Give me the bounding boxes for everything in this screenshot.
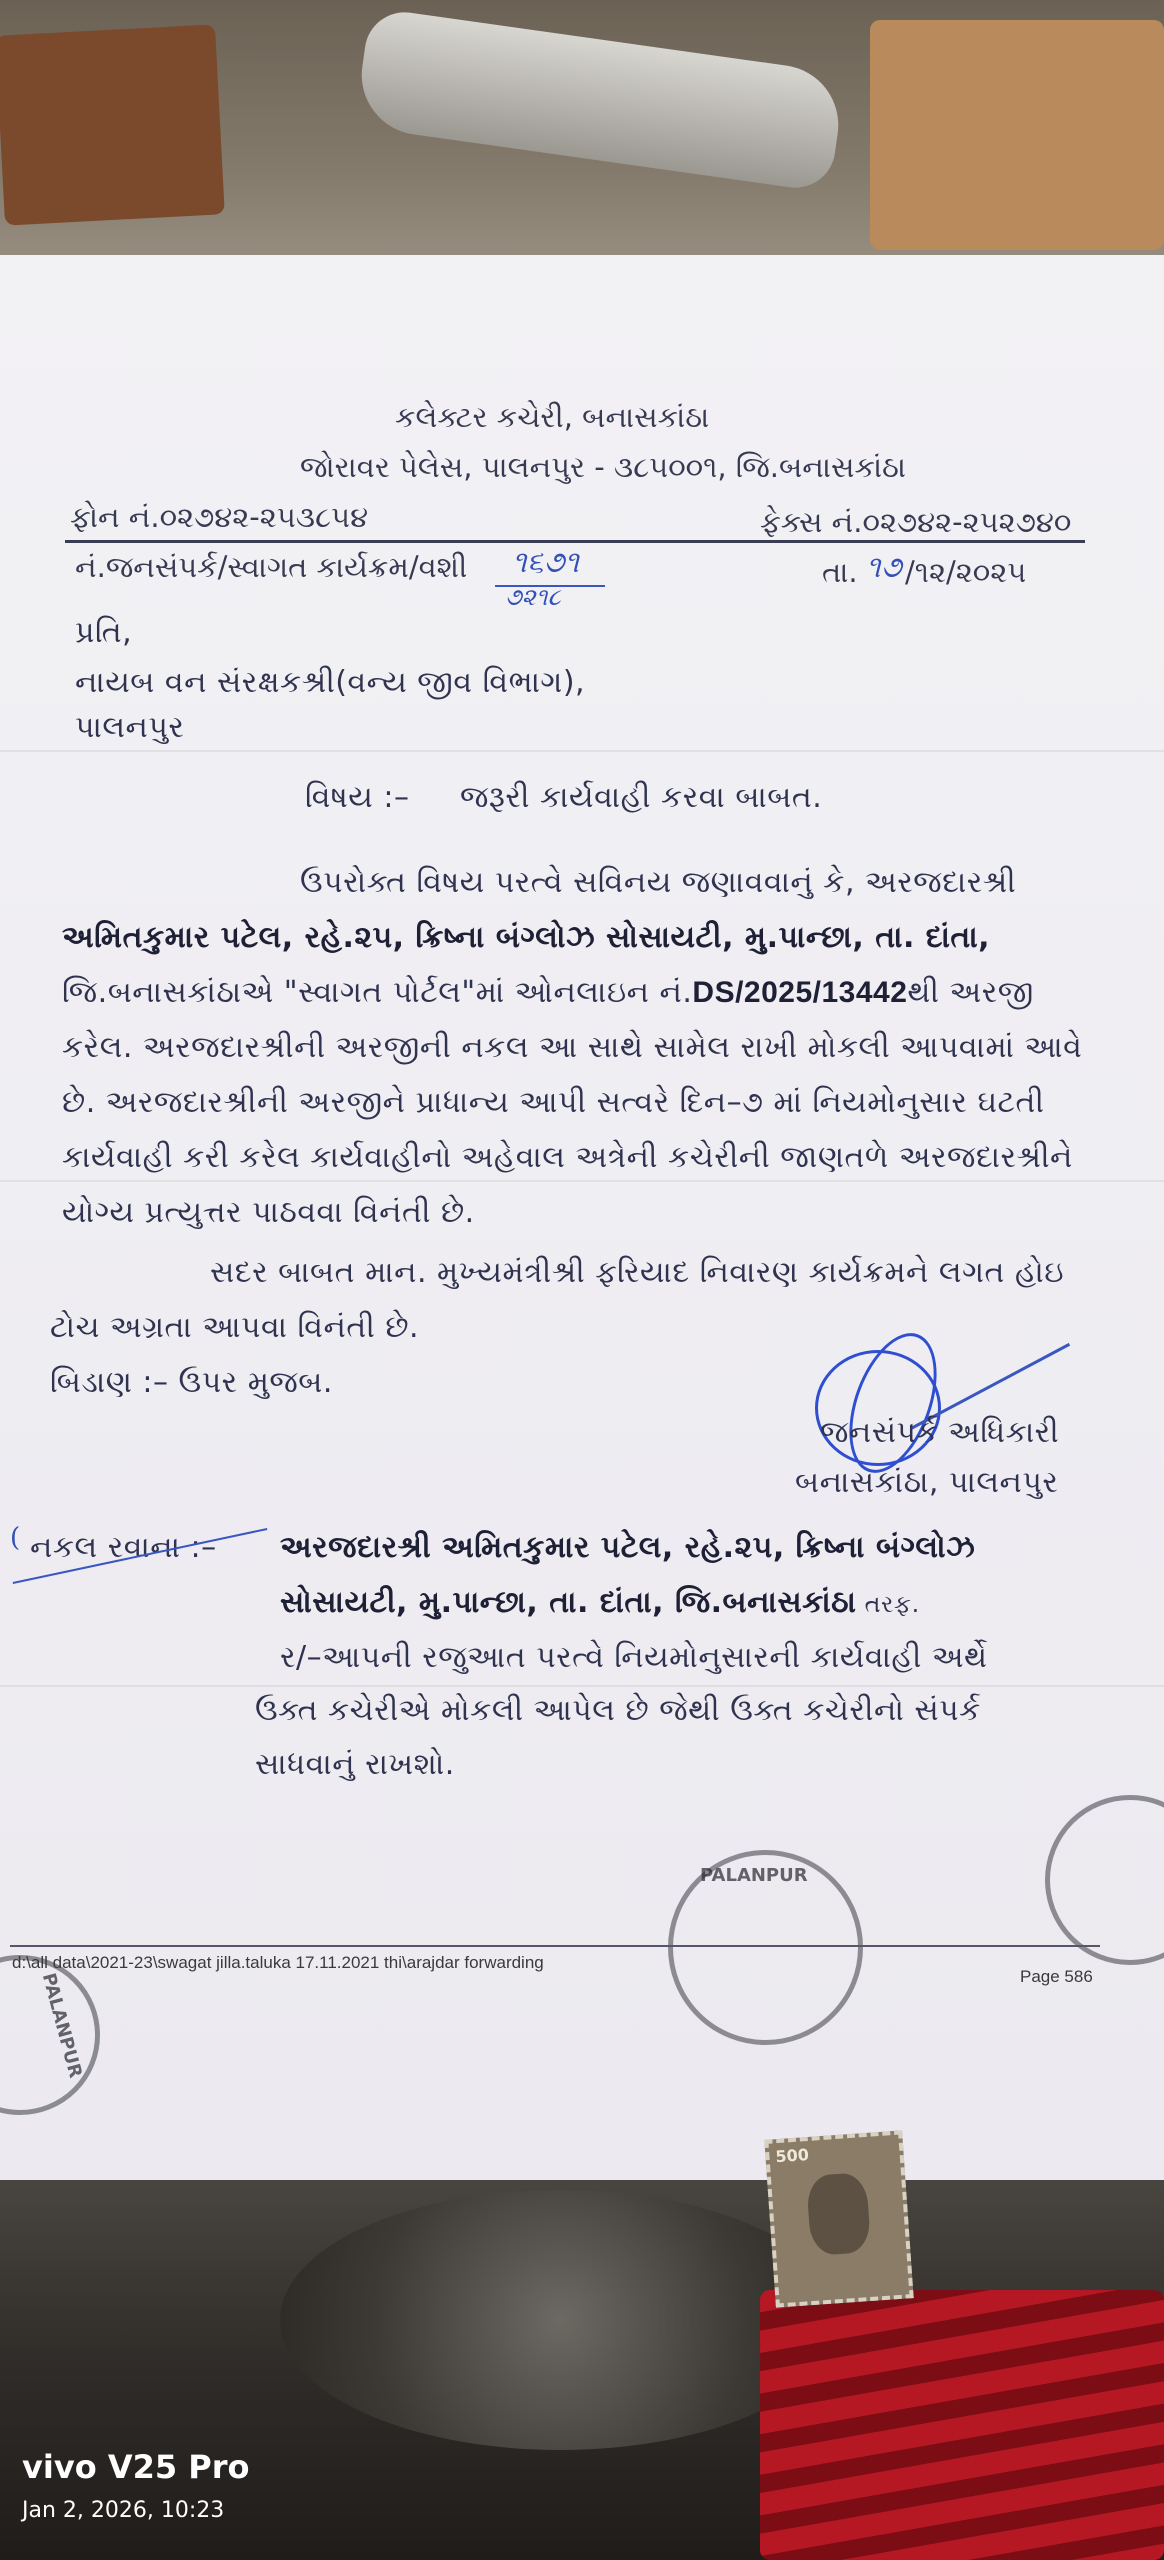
reference-number-handwritten-2: ૭૨૧૮ <box>505 583 561 611</box>
body-line-part: જિ.બનાસકાંઠાએ "સ્વાગત પોર્ટલ"માં ઓનલાઇન નં. <box>62 975 693 1010</box>
recipient-name: નાયબ વન સંરક્ષકશ્રી(વન્ય જીવ વિભાગ), <box>75 665 586 700</box>
date-rest: /૧૨/૨૦૨૫ <box>905 555 1027 589</box>
header-rule <box>65 540 1085 543</box>
body-line-part: થી અરજી <box>907 975 1034 1010</box>
postal-stamp-text: PALANPUR <box>700 1865 808 1886</box>
paper-fold-line <box>0 750 1164 752</box>
postage-stamp-portrait <box>806 2172 871 2256</box>
paper-fold-line <box>0 1180 1164 1182</box>
wooden-board-prop <box>870 20 1164 250</box>
body-line: છે. અરજદારશ્રીની અરજીને પ્રાધાન્ય આપી સત્વરે દિન–૭ માં નિયમોનુસાર ઘટતી <box>62 1085 1045 1120</box>
copy-line: સાધવાનું રાખશો. <box>255 1747 455 1782</box>
camera-watermark-device: vivo V25 Pro <box>22 2448 250 2486</box>
copy-label: નકલ રવાના :– <box>30 1530 217 1565</box>
copy-line: ઉક્ત કચેરીએ મોકલી આપેલ છે જેથી ઉક્ત કચેરીનો સંપર્ક <box>255 1693 981 1728</box>
copy-line: અરજદારશ્રી અમિતકુમાર પટેલ, રહે.૨૫, ક્રિષ્ના બંગ્લોઝ <box>280 1530 976 1565</box>
date-prefix: તા. <box>822 555 858 589</box>
postage-stamp <box>764 2130 913 2307</box>
signatory-title: જનસંપર્ક અધિકારી <box>820 1415 1060 1450</box>
leather-wallet-prop <box>0 24 225 225</box>
body-line: કરેલ. અરજદારશ્રીની અરજીની નકલ આ સાથે સામેલ રાખી મોકલી આપવામાં આવે <box>62 1030 1083 1065</box>
body-line: સદર બાબત માન. મુખ્યમંત્રીશ્રી ફરિયાદ નિવારણ કાર્યક્રમને લગત હોઇ <box>210 1255 1065 1290</box>
office-address: જોરાવર પેલેસ, પાલનપુર - ૩૮૫૦૦૧, જિ.બનાસકાંઠા <box>300 450 907 484</box>
postal-stamp-text: PALANPUR <box>37 1970 86 2081</box>
copy-line-part: સોસાયટી, મુ.પાન્છા, તા. દાંતા, જિ.બનાસકાંઠા <box>280 1585 857 1620</box>
footer-file-path: d:\all data\2021-23\swagat jilla.taluka 17.11.2021 thi\arajdar forwarding <box>12 1953 544 1972</box>
date-handwritten: ૧૭ <box>866 550 902 585</box>
reference-number-handwritten: ૧૬૭૧ <box>512 545 580 580</box>
signatory-place: બનાસકાંઠા, પાલનપુર <box>795 1465 1059 1500</box>
body-line: યોગ્ય પ્રત્યુત્તર પાઠવવા વિનંતી છે. <box>62 1195 475 1230</box>
postal-stamp-circle <box>1045 1795 1164 1965</box>
copy-line <box>280 1585 920 1620</box>
body-line: અમિતકુમાર પટેલ, રહે.૨૫, ક્રિષ્ના બંગ્લોઝ સોસાયટી, મુ.પાન્છા, તા. દાંતા, <box>62 920 991 955</box>
body-line: કાર્યવાહી કરી કરેલ કાર્યવાહીનો અહેવાલ અત્રેની કચેરીની જાણતળે અરજદારશ્રીને <box>62 1140 1073 1175</box>
footer-page-number: Page 586 <box>1020 1967 1093 1986</box>
camera-watermark-datetime: Jan 2, 2026, 10:23 <box>22 2498 225 2523</box>
copy-line: ર/–આપની રજુઆત પરત્વે નિયમોનુસારની કાર્યવાહી અર્થે <box>280 1640 988 1675</box>
enclosure-line: બિડાણ :– ઉપર મુજબ. <box>50 1365 333 1400</box>
body-line: ટોચ અગ્રતા આપવા વિનંતી છે. <box>50 1310 420 1345</box>
glass-bowl-prop <box>280 2190 840 2450</box>
subject-text: જરૂરી કાર્યવાહી કરવા બાબત. <box>460 780 823 815</box>
pens-prop <box>760 2290 1164 2560</box>
application-number: DS/2025/13442 <box>692 976 908 1009</box>
postage-stamp-value: 500 <box>774 2144 810 2167</box>
recipient-city: પાલનપુર <box>75 710 185 745</box>
reference-number-label: નં.જનસંપર્ક/સ્વાગત કાર્યક્રમ/વશી <box>75 550 468 584</box>
paper-fold-line <box>0 1685 1164 1687</box>
recipient-prati: પ્રતિ, <box>75 615 133 650</box>
copy-bracket: ( <box>10 1523 21 1553</box>
copy-line-part: તરફ. <box>856 1590 920 1618</box>
fax-number: ફેક્સ નં.૦૨૭૪૨-૨૫૨૭૪૦ <box>760 505 1072 539</box>
body-line: ઉપરોક્ત વિષય પરત્વે સવિનય જણાવવાનું કે, અરજદારશ્રી <box>300 865 1017 900</box>
letter-paper <box>0 255 1164 2180</box>
handwriting-underline <box>495 585 605 587</box>
subject-label: વિષય :– <box>305 780 410 815</box>
office-name: કલેક્ટર કચેરી, બનાસકાંઠા <box>395 400 710 434</box>
footer-rule <box>10 1945 1100 1947</box>
body-line <box>62 975 1034 1010</box>
phone-number: ફોન નં.૦૨૭૪૨-૨૫૩૮૫૪ <box>70 500 369 534</box>
